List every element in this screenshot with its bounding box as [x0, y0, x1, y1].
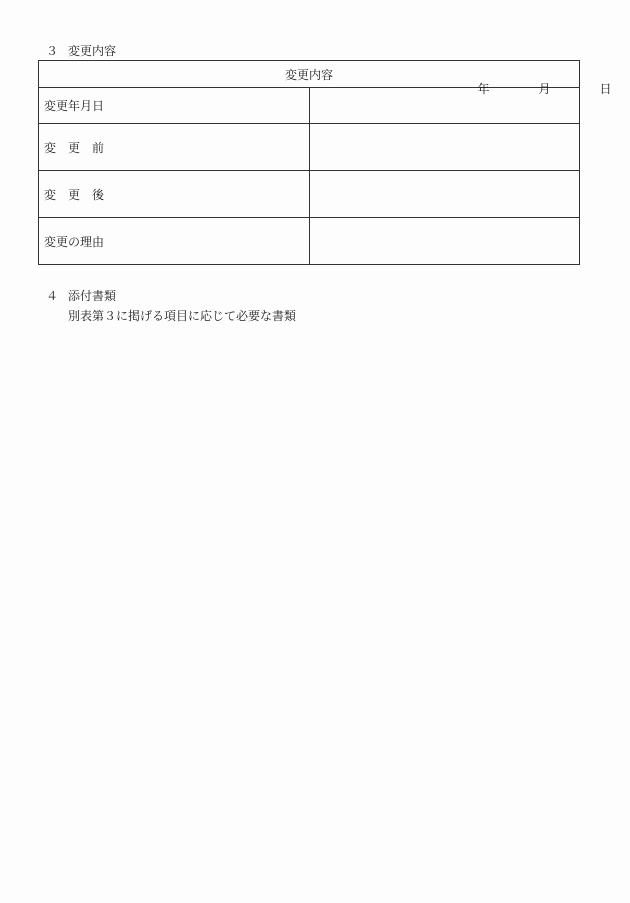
- change-reason-label: 変更の理由: [39, 218, 310, 265]
- attachments-description: 別表第３に掲げる項目に応じて必要な書類: [68, 309, 297, 323]
- change-date-label: 変更年月日: [39, 88, 310, 124]
- after-label-char-3: 後: [92, 187, 105, 202]
- before-label-char-3: 前: [92, 140, 105, 155]
- month-unit: 月: [538, 82, 551, 96]
- after-label-char-1: 変: [44, 187, 57, 202]
- section-4-heading: [46, 287, 116, 304]
- section-4-number: ４: [46, 289, 59, 303]
- section-3-title: 変更内容: [68, 44, 117, 58]
- before-label-char-1: 変: [44, 140, 57, 155]
- before-change-label: [39, 124, 310, 171]
- change-details-table: [38, 60, 612, 265]
- table-header: 変更内容: [39, 61, 580, 88]
- before-change-field[interactable]: [309, 124, 580, 171]
- section-3-number: ３: [46, 44, 59, 58]
- after-change-label: [39, 171, 310, 218]
- section-3-heading: [46, 42, 116, 59]
- change-reason-field[interactable]: [309, 218, 580, 265]
- year-unit: 年: [477, 82, 490, 96]
- section-4-title: 添付書類: [68, 289, 117, 303]
- after-change-field[interactable]: [309, 171, 580, 218]
- change-date-field[interactable]: [309, 82, 612, 124]
- after-label-char-2: 更: [68, 187, 81, 202]
- day-unit: 日: [599, 82, 612, 96]
- before-label-char-2: 更: [68, 140, 81, 155]
